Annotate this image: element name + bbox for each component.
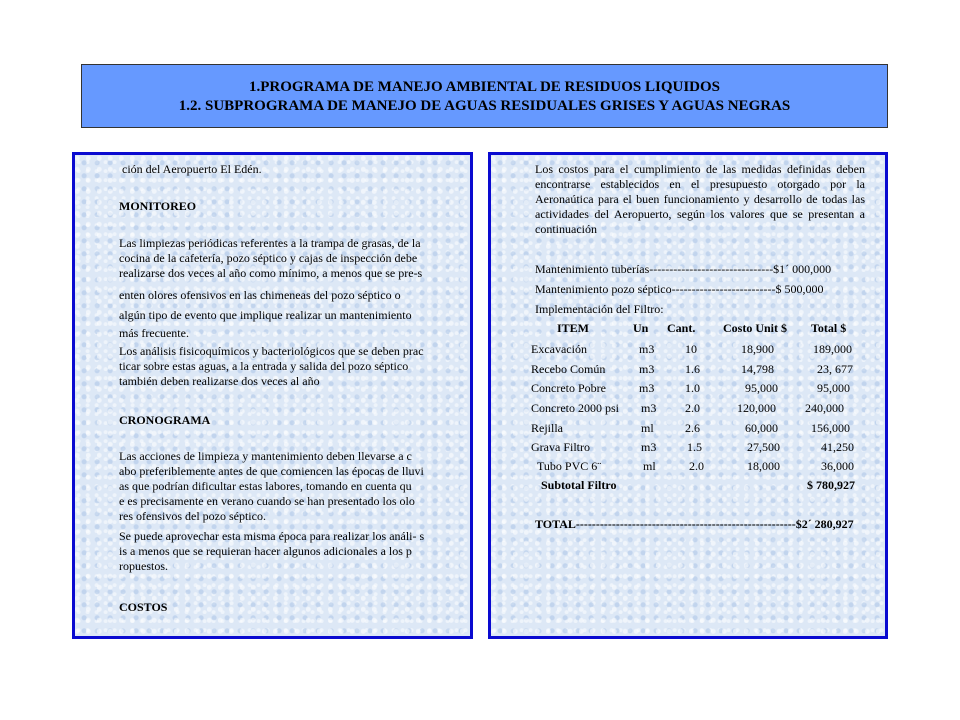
cell-unit: m3 xyxy=(639,381,655,395)
title-banner xyxy=(81,64,888,128)
cell-item: Concreto Pobre xyxy=(531,381,606,395)
cell-unit-cost: 27,500 xyxy=(747,440,780,454)
cell-quantity: 2.0 xyxy=(685,401,700,415)
cell-quantity: 2.0 xyxy=(689,459,704,473)
cell-quantity: 2.6 xyxy=(685,421,700,435)
line-mantenimiento-pozo: Mantenimiento pozo séptico--------------------------$ 500,000 xyxy=(535,282,824,296)
cell-unit-cost: 18,900 xyxy=(741,342,774,356)
cell-unit-cost: 18,000 xyxy=(747,459,780,473)
paragraph-line: más frecuente. xyxy=(119,326,189,340)
table-row xyxy=(491,401,885,417)
table-row xyxy=(491,342,885,358)
cell-unit: m3 xyxy=(641,401,657,415)
cell-item: Concreto 2000 psi xyxy=(531,401,619,415)
cell-total: 36,000 xyxy=(821,459,854,473)
subtotal-label: Subtotal Filtro xyxy=(541,478,617,492)
line-mantenimiento-tuberias: Mantenimiento tuberías-------------------------------$1´ 000,000 xyxy=(535,262,832,276)
paragraph-line: abo preferiblemente antes de que comiencen las épocas de lluvi xyxy=(119,464,424,478)
table-row xyxy=(491,381,885,397)
total-line: TOTAL-------------------------------------------------------$2´ 280,927 xyxy=(535,517,854,531)
costs-intro: Los costos para el cumplimiento de las medidas definidas deben encontrarse establecidos en el presupuesto otorgado por la Aeronaútica para el buen funcionamiento y desarrollo de todas las actividades del Aeropuerto, según los valores que se presentan a continuación xyxy=(535,162,865,236)
header-total: Total $ xyxy=(811,321,847,335)
table-row xyxy=(491,421,885,437)
cell-total: 189,000 xyxy=(813,342,852,356)
cell-total: 240,000 xyxy=(805,401,844,415)
paragraph-line: ropuestos. xyxy=(119,559,168,573)
paragraph-line: enten olores ofensivos en las chimeneas del pozo séptico o xyxy=(119,288,401,302)
subtotal-value: $ 780,927 xyxy=(807,478,855,492)
subprogram-title: 1.2. SUBPROGRAMA DE MANEJO DE AGUAS RESIDUALES GRISES Y AGUAS NEGRAS xyxy=(178,98,791,114)
paragraph-line: Las limpiezas periódicas referentes a la trampa de grasas, de la xyxy=(119,236,421,250)
monitoreo-heading: MONITOREO xyxy=(119,199,197,213)
right-panel xyxy=(488,152,888,639)
paragraph-line: Las acciones de limpieza y mantenimiento deben llevarse a c xyxy=(119,449,412,463)
table-row xyxy=(491,440,885,456)
cell-unit: m3 xyxy=(641,440,657,454)
cell-item: Excavación xyxy=(531,342,587,356)
table-header-row xyxy=(491,321,885,337)
cell-quantity: 1.5 xyxy=(687,440,702,454)
paragraph-line: res ofensivos del pozo séptico. xyxy=(119,509,266,523)
paragraph-line: Los análisis fisicoquímicos y bacteriológicos que se deben prac xyxy=(119,344,424,358)
cell-unit: ml xyxy=(641,421,654,435)
paragraph-line: is a menos que se requieran hacer algunos adicionales a los p xyxy=(119,544,412,558)
header-quantity: Cant. xyxy=(667,321,696,335)
cell-total: 95,000 xyxy=(817,381,850,395)
cell-unit: m3 xyxy=(639,362,655,376)
header-unit-cost: Costo Unit $ xyxy=(723,321,788,335)
left-panel xyxy=(72,152,473,639)
intro-text: ción del Aeropuerto El Edén. xyxy=(122,162,262,176)
costos-heading: COSTOS xyxy=(119,600,168,614)
cell-unit-cost: 60,000 xyxy=(745,421,778,435)
cell-unit-cost: 95,000 xyxy=(745,381,778,395)
cell-quantity: 10 xyxy=(685,342,697,356)
cell-total: 23, 677 xyxy=(817,362,853,376)
cell-item: Grava Filtro xyxy=(531,440,590,454)
cell-unit: m3 xyxy=(639,342,655,356)
paragraph-line: realizarse dos veces al año como mínimo, a menos que se pre-s xyxy=(119,266,423,280)
cell-quantity: 1.0 xyxy=(685,381,700,395)
table-row xyxy=(491,459,885,475)
paragraph-line: también deben realizarse dos veces al año xyxy=(119,374,320,388)
header-item: ITEM xyxy=(557,321,590,335)
cell-unit-cost: 120,000 xyxy=(737,401,776,415)
paragraph-line: Se puede aprovechar esta misma época para realizar los análi- s xyxy=(119,529,425,543)
program-title: 1.PROGRAMA DE MANEJO AMBIENTAL DE RESIDUOS LIQUIDOS xyxy=(248,79,721,95)
paragraph-line: as que podrían dificultar estas labores, tomando en cuenta qu xyxy=(119,479,412,493)
table-row xyxy=(491,362,885,378)
cell-unit: ml xyxy=(643,459,656,473)
filtro-label: Implementación del Filtro: xyxy=(535,302,664,316)
header-unit: Un xyxy=(633,321,649,335)
cell-quantity: 1.6 xyxy=(685,362,700,376)
cell-item: Recebo Común xyxy=(531,362,606,376)
cell-total: 41,250 xyxy=(821,440,854,454)
paragraph-line: algún tipo de evento que implique realizar un mantenimiento xyxy=(119,308,412,322)
paragraph-line: e es precisamente en verano cuando se han presentado los olo xyxy=(119,494,415,508)
paragraph-line: cocina de la cafetería, pozo séptico y cajas de inspección debe xyxy=(119,251,418,265)
cell-total: 156,000 xyxy=(811,421,850,435)
paragraph-line: ticar sobre estas aguas, a la entrada y salida del pozo séptico xyxy=(119,359,409,373)
cell-item: Rejilla xyxy=(531,421,563,435)
cell-item: Tubo PVC 6¨ xyxy=(537,459,602,473)
cronograma-heading: CRONOGRAMA xyxy=(119,413,211,427)
cell-unit-cost: 14,798 xyxy=(741,362,774,376)
